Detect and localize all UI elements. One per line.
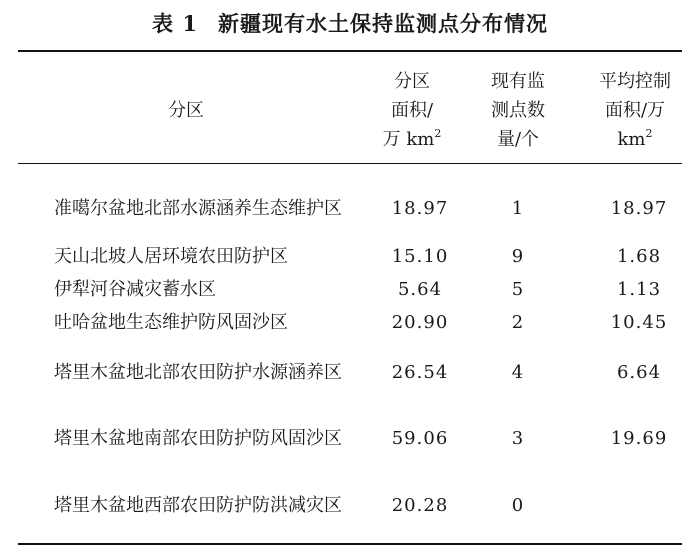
table-row — [18, 173, 682, 243]
zone-name: 伊犁河谷减灾蓄水区 — [54, 278, 216, 300]
table-title — [0, 8, 700, 38]
table-row — [18, 473, 682, 538]
zone-station-count: 4 — [511, 362, 525, 383]
zone-area: 20.28 — [391, 495, 449, 516]
header-avg — [580, 62, 690, 158]
zone-area: 5.64 — [397, 278, 443, 300]
header-zone: 分区 — [168, 99, 204, 121]
zone-station-count: 0 — [511, 495, 525, 516]
zone-avg-area: 10.45 — [610, 311, 668, 333]
zone-name: 准噶尔盆地北部水源涵养生态维护区 — [54, 197, 342, 219]
table-row — [18, 240, 682, 272]
table-row — [18, 340, 682, 405]
header-count: 现有监 测点数 量/个 — [491, 70, 545, 150]
zone-name: 塔里木盆地南部农田防护防风固沙区 — [54, 428, 342, 449]
zone-station-count: 9 — [511, 245, 525, 267]
zone-area: 18.97 — [391, 197, 449, 219]
zone-station-count: 3 — [511, 428, 525, 449]
zone-avg-area: 6.64 — [616, 362, 662, 383]
zone-area: 26.54 — [391, 362, 449, 383]
zone-area: 20.90 — [391, 311, 449, 333]
table-row — [18, 273, 682, 305]
header-avg-text: 平均控制 面积/万 km — [599, 70, 671, 150]
zone-avg-area — [584, 473, 694, 538]
zone-area: 15.10 — [391, 245, 449, 267]
table-caption: 新疆现有水土保持监测点分布情况 — [217, 11, 548, 36]
zone-name: 塔里木盆地西部农田防护防洪减灾区 — [54, 495, 342, 516]
top-rule — [18, 50, 682, 52]
zone-avg-area: 18.97 — [610, 197, 668, 219]
zone-name: 塔里木盆地北部农田防护水源涵养区 — [54, 362, 342, 383]
header-rule — [18, 163, 682, 164]
header-area — [362, 62, 462, 158]
zone-avg-area: 1.68 — [616, 245, 662, 267]
zone-avg-area: 19.69 — [610, 428, 668, 449]
table-number: 表 1 — [152, 11, 198, 36]
zone-avg-area: 1.13 — [616, 278, 662, 300]
header-area-text: 分区 面积/ 万 km — [382, 70, 435, 150]
zone-name: 吐哈盆地生态维护防风固沙区 — [54, 311, 288, 333]
zone-name: 天山北坡人居环境农田防护区 — [54, 245, 288, 267]
table-row — [18, 306, 682, 338]
zone-station-count: 1 — [511, 197, 525, 219]
table-row — [18, 406, 682, 471]
header-area-unit-exponent: 2 — [434, 126, 442, 140]
zone-station-count: 5 — [511, 278, 525, 300]
zone-station-count: 2 — [511, 311, 525, 333]
header-avg-unit-exponent: 2 — [645, 126, 653, 140]
zone-area: 59.06 — [391, 428, 449, 449]
